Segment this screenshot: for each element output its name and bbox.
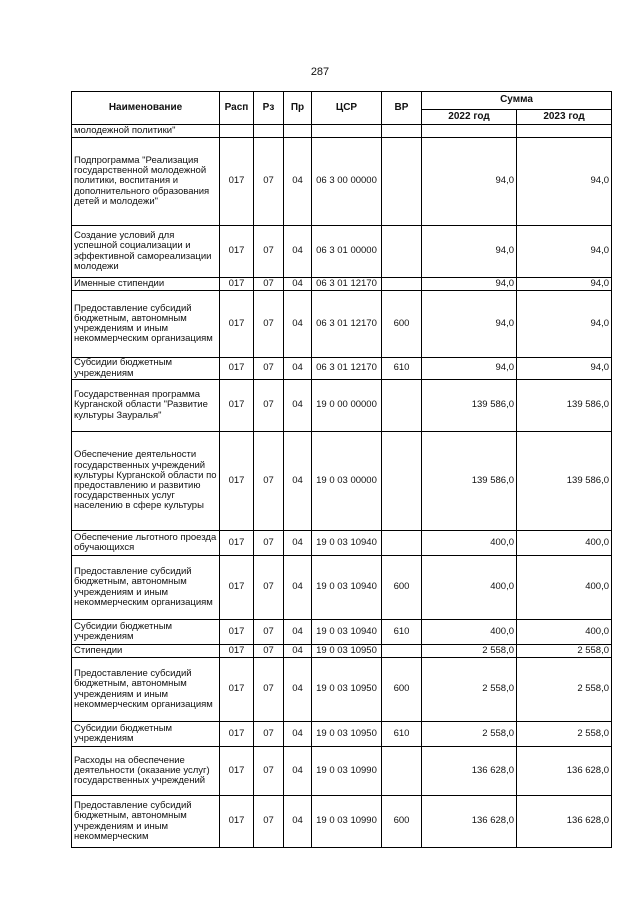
header-csr: ЦСР [312, 92, 382, 125]
cell-y2023: 94,0 [517, 278, 612, 291]
cell-csr: 19 0 03 10950 [312, 722, 382, 747]
cell-name: Расходы на обеспечение деятельности (оказание услуг) государственных учреждений [72, 747, 220, 796]
cell-vr [382, 380, 422, 432]
cell-y2023: 94,0 [517, 358, 612, 380]
cell-y2022: 139 586,0 [422, 380, 517, 432]
cell-pr: 04 [284, 796, 312, 848]
cell-name: Подпрограмма "Реализация государственной молодежной политики, воспитания и дополнительного образования детей и молодежи" [72, 138, 220, 226]
table-row [72, 358, 612, 380]
cell-rasp: 017 [220, 531, 254, 556]
cell-pr: 04 [284, 620, 312, 645]
cell-rasp [220, 125, 254, 138]
cell-y2023: 400,0 [517, 620, 612, 645]
cell-y2022: 94,0 [422, 278, 517, 291]
cell-rasp: 017 [220, 380, 254, 432]
cell-rz: 07 [254, 358, 284, 380]
cell-y2022: 94,0 [422, 138, 517, 226]
cell-csr: 19 0 03 10990 [312, 747, 382, 796]
cell-name: Предоставление субсидий бюджетным, автономным учреждениям и иным некоммерческим организациям [72, 658, 220, 722]
table-row [72, 291, 612, 358]
cell-rasp: 017 [220, 722, 254, 747]
table-row [72, 722, 612, 747]
cell-pr: 04 [284, 226, 312, 278]
cell-y2023: 94,0 [517, 138, 612, 226]
cell-y2023: 136 628,0 [517, 747, 612, 796]
cell-rz: 07 [254, 796, 284, 848]
cell-y2023 [517, 125, 612, 138]
cell-y2022: 400,0 [422, 620, 517, 645]
header-vr: ВР [382, 92, 422, 125]
cell-name: Именные стипендии [72, 278, 220, 291]
header-2023: 2023 год [517, 110, 612, 125]
table-row [72, 620, 612, 645]
header-pr: Пр [284, 92, 312, 125]
table-row [72, 138, 612, 226]
cell-rz: 07 [254, 226, 284, 278]
cell-rasp: 017 [220, 138, 254, 226]
cell-vr [382, 125, 422, 138]
cell-rz: 07 [254, 278, 284, 291]
cell-pr [284, 125, 312, 138]
cell-csr: 06 3 01 12170 [312, 358, 382, 380]
cell-rasp: 017 [220, 796, 254, 848]
cell-vr [382, 278, 422, 291]
cell-rz: 07 [254, 291, 284, 358]
cell-csr: 19 0 03 10940 [312, 531, 382, 556]
cell-y2022: 139 586,0 [422, 432, 517, 531]
cell-pr: 04 [284, 138, 312, 226]
cell-y2023: 400,0 [517, 556, 612, 620]
cell-rz: 07 [254, 722, 284, 747]
cell-pr: 04 [284, 380, 312, 432]
cell-y2022: 2 558,0 [422, 645, 517, 658]
table-row [72, 125, 612, 138]
cell-csr: 19 0 03 10940 [312, 620, 382, 645]
cell-rasp: 017 [220, 645, 254, 658]
cell-y2022: 136 628,0 [422, 747, 517, 796]
cell-csr: 19 0 03 10950 [312, 658, 382, 722]
cell-y2022: 94,0 [422, 291, 517, 358]
cell-pr: 04 [284, 658, 312, 722]
budget-table [71, 91, 612, 848]
cell-name: Стипендии [72, 645, 220, 658]
cell-rz: 07 [254, 380, 284, 432]
cell-csr: 06 3 01 12170 [312, 291, 382, 358]
cell-name: молодежной политики" [72, 125, 220, 138]
cell-pr: 04 [284, 432, 312, 531]
cell-y2022: 94,0 [422, 358, 517, 380]
cell-vr: 600 [382, 556, 422, 620]
cell-y2023: 139 586,0 [517, 380, 612, 432]
cell-name: Субсидии бюджетным учреждениям [72, 620, 220, 645]
table-row [72, 658, 612, 722]
cell-y2022: 136 628,0 [422, 796, 517, 848]
cell-csr: 19 0 03 10940 [312, 556, 382, 620]
cell-vr: 610 [382, 358, 422, 380]
cell-csr: 06 3 00 00000 [312, 138, 382, 226]
header-name: Наименование [72, 92, 220, 125]
table-row [72, 796, 612, 848]
cell-y2023: 2 558,0 [517, 722, 612, 747]
cell-name: Государственная программа Курганской области "Развитие культуры Зауралья" [72, 380, 220, 432]
cell-y2023: 2 558,0 [517, 645, 612, 658]
cell-name: Субсидии бюджетным учреждениям [72, 358, 220, 380]
cell-csr: 19 0 03 00000 [312, 432, 382, 531]
cell-csr: 19 0 03 10950 [312, 645, 382, 658]
cell-name: Предоставление субсидий бюджетным, автономным учреждениям и иным некоммерческим организациям [72, 291, 220, 358]
table-row [72, 747, 612, 796]
cell-y2022: 400,0 [422, 556, 517, 620]
cell-pr: 04 [284, 358, 312, 380]
header-rasp: Расп [220, 92, 254, 125]
cell-rz: 07 [254, 432, 284, 531]
cell-y2023: 136 628,0 [517, 796, 612, 848]
cell-y2022 [422, 125, 517, 138]
cell-pr: 04 [284, 291, 312, 358]
cell-rz [254, 125, 284, 138]
table-row [72, 531, 612, 556]
cell-pr: 04 [284, 722, 312, 747]
cell-rasp: 017 [220, 556, 254, 620]
cell-csr: 19 0 00 00000 [312, 380, 382, 432]
table-row [72, 556, 612, 620]
cell-vr: 600 [382, 796, 422, 848]
cell-vr [382, 645, 422, 658]
cell-rasp: 017 [220, 226, 254, 278]
cell-csr: 06 3 01 00000 [312, 226, 382, 278]
cell-rasp: 017 [220, 432, 254, 531]
table-row [72, 380, 612, 432]
cell-name: Обеспечение деятельности государственных учреждений культуры Курганской области по предоставлению и развитию государственных услуг населению в сфере культуры [72, 432, 220, 531]
cell-csr: 19 0 03 10990 [312, 796, 382, 848]
cell-y2022: 2 558,0 [422, 722, 517, 747]
cell-vr [382, 432, 422, 531]
cell-name: Создание условий для успешной социализации и эффективной самореализации молодежи [72, 226, 220, 278]
cell-rz: 07 [254, 620, 284, 645]
cell-y2023: 2 558,0 [517, 658, 612, 722]
cell-rz: 07 [254, 531, 284, 556]
cell-pr: 04 [284, 556, 312, 620]
cell-rasp: 017 [220, 747, 254, 796]
cell-rasp: 017 [220, 658, 254, 722]
cell-rasp: 017 [220, 278, 254, 291]
cell-name: Предоставление субсидий бюджетным, автономным учреждениям и иным некоммерческим [72, 796, 220, 848]
cell-rz: 07 [254, 645, 284, 658]
cell-vr: 610 [382, 722, 422, 747]
cell-vr [382, 531, 422, 556]
cell-vr [382, 747, 422, 796]
header-rz: Рз [254, 92, 284, 125]
cell-rasp: 017 [220, 291, 254, 358]
table-row [72, 645, 612, 658]
cell-y2022: 400,0 [422, 531, 517, 556]
cell-pr: 04 [284, 747, 312, 796]
cell-name: Обеспечение льготного проезда обучающихся [72, 531, 220, 556]
cell-rz: 07 [254, 747, 284, 796]
cell-csr: 06 3 01 12170 [312, 278, 382, 291]
cell-vr: 600 [382, 291, 422, 358]
cell-rasp: 017 [220, 358, 254, 380]
cell-name: Субсидии бюджетным учреждениям [72, 722, 220, 747]
cell-y2023: 94,0 [517, 291, 612, 358]
cell-rz: 07 [254, 658, 284, 722]
cell-rz: 07 [254, 138, 284, 226]
table-row [72, 432, 612, 531]
cell-vr [382, 226, 422, 278]
cell-pr: 04 [284, 278, 312, 291]
cell-y2022: 2 558,0 [422, 658, 517, 722]
cell-y2023: 139 586,0 [517, 432, 612, 531]
cell-name: Предоставление субсидий бюджетным, автономным учреждениям и иным некоммерческим организациям [72, 556, 220, 620]
cell-y2023: 400,0 [517, 531, 612, 556]
page-number: 287 [310, 66, 330, 78]
cell-vr: 610 [382, 620, 422, 645]
table-row [72, 226, 612, 278]
cell-y2022: 94,0 [422, 226, 517, 278]
cell-rz: 07 [254, 556, 284, 620]
cell-vr: 600 [382, 658, 422, 722]
cell-vr [382, 138, 422, 226]
cell-rasp: 017 [220, 620, 254, 645]
header-sum: Сумма [422, 92, 612, 110]
cell-pr: 04 [284, 645, 312, 658]
table-row [72, 278, 612, 291]
cell-pr: 04 [284, 531, 312, 556]
cell-csr [312, 125, 382, 138]
cell-y2023: 94,0 [517, 226, 612, 278]
header-2022: 2022 год [422, 110, 517, 125]
